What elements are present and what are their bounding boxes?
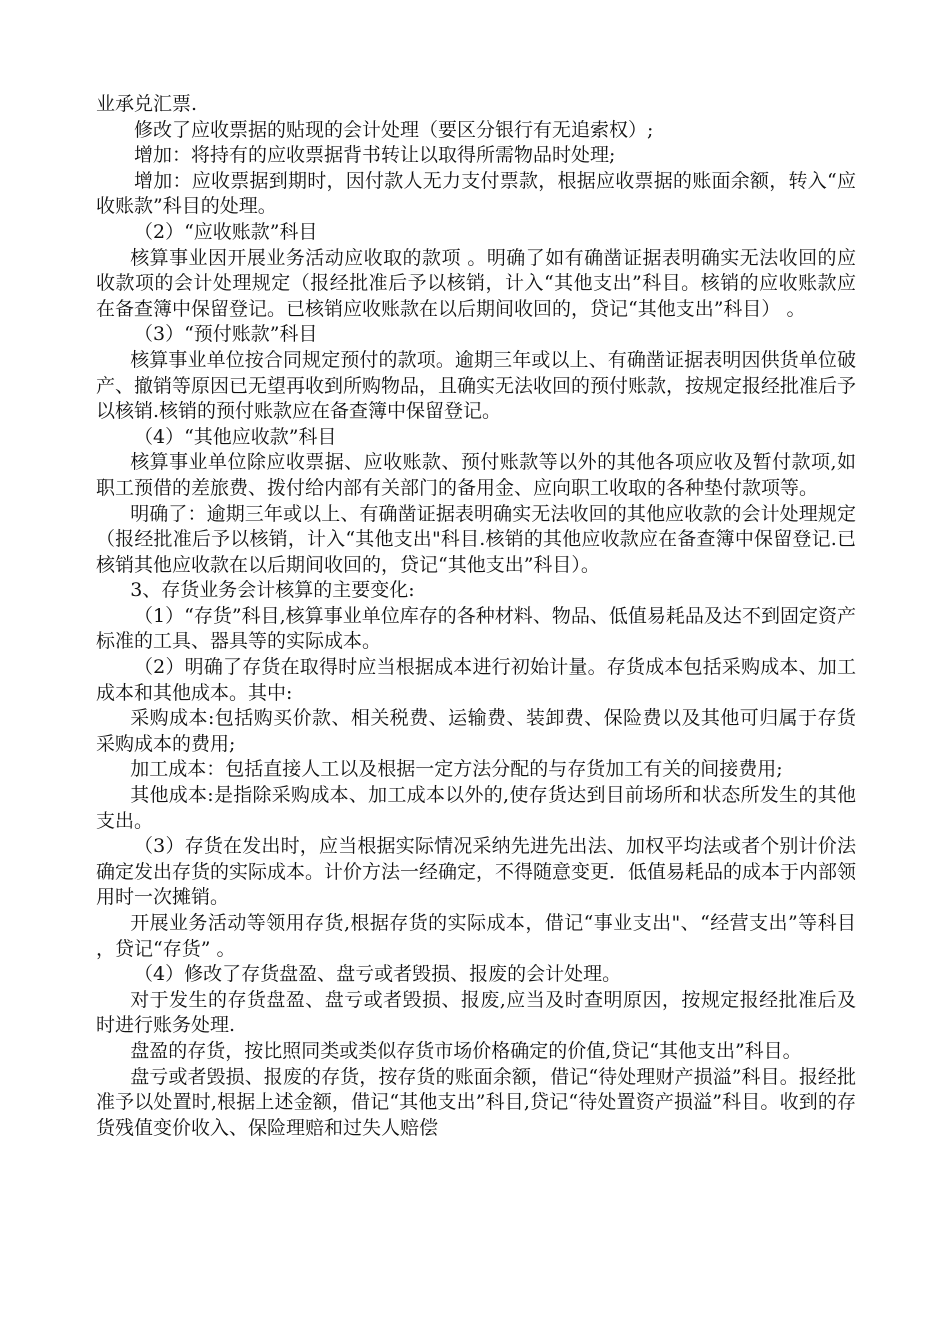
paragraph: 业承兑汇票. — [96, 93, 198, 115]
section-heading: （4）“其他应收款”科目 — [134, 425, 337, 448]
section-heading: （2）“应收账款”科目 — [134, 220, 318, 243]
paragraph: 加工成本：包括直接人工以及根据一定方法分配的与存货加工有关的间接费用; — [130, 758, 783, 781]
paragraph: 对于发生的存货盘盈、盘亏或者毁损、报废,应当及时查明原因，按规定报经批准后及时进行账务处理. — [96, 988, 856, 1037]
paragraph: 增加：应收票据到期时，因付款人无力支付票款，根据应收票据的账面余额，转入“应收账款”科目的处理。 — [96, 169, 856, 218]
section-heading: （3）“预付账款”科目 — [134, 323, 318, 346]
paragraph: （2）明确了存货在取得时应当根据成本进行初始计量。存货成本包括采购成本、加工成本和其他成本。其中: — [96, 656, 856, 704]
paragraph: 盘盈的存货，按比照同类或类似存货市场价格确定的价值,贷记“其他支出”科目。 — [130, 1039, 802, 1062]
paragraph: 修改了应收票据的贴现的会计处理（要区分银行有无追索权）; — [134, 118, 654, 141]
paragraph: （3）存货在发出时，应当根据实际情况采纳先进先出法、加权平均法或者个别计价法确定发出存货的实际成本。计价方法一经确定，不得随意变更．低值易耗品的成本于内部领用时一次摊销。 — [96, 835, 857, 909]
paragraph: 核算事业因开展业务活动应收取的款项 。明确了如有确凿证据表明确实无法收回的应收款项的会计处理规定（报经批准后予以核销，计入“其他支出”科目。核销的应收账款应在备查簿中保留登记。已核销应收账款在以后期间收回的，贷记“其他支出”科目） 。 — [96, 246, 856, 320]
document-body — [96, 92, 856, 1141]
paragraph: （1）“存货”科目,核算事业单位库存的各种材料、物品、低值易耗品及达不到固定资产标准的工具、器具等的实际成本。 — [96, 604, 856, 653]
paragraph: 明确了：逾期三年或以上、有确凿证据表明确实无法收回的其他应收款的会计处理规定（报经批准后予以核销，计入“其他支出"科目.核销的其他应收款应在备查簿中保留登记.已核销其他应收款在以后期间收回的，贷记“其他支出”科目）。 — [96, 502, 856, 576]
paragraph: 采购成本:包括购买价款、相关税费、运输费、装卸费、保险费以及其他可归属于存货采购成本的费用; — [96, 707, 856, 755]
paragraph: 核算事业单位除应收票据、应收账款、预付账款等以外的其他各项应收及暂付款项,如职工预借的差旅费、拨付给内部有关部门的备用金、应向职工收取的各种垫付款项等。 — [96, 451, 856, 499]
paragraph: （4）修改了存货盘盈、盘亏或者毁损、报废的会计处理。 — [134, 963, 622, 986]
section-heading: 3、存货业务会计核算的主要变化: — [130, 579, 415, 602]
paragraph: 增加：将持有的应收票据背书转让以取得所需物品时处理; — [134, 144, 616, 167]
paragraph: 其他成本:是指除采购成本、加工成本以外的,使存货达到目前场所和状态所发生的其他支出。 — [96, 784, 856, 832]
paragraph: 开展业务活动等领用存货,根据存货的实际成本，借记“事业支出"、“经营支出”等科目 ，贷记“存货” 。 — [96, 912, 856, 960]
paragraph: 盘亏或者毁损、报废的存货，按存货的账面余额，借记“待处理财产损溢”科目。报经批准予以处置时,根据上述金额，借记“其他支出”科目,贷记“待处置资产损溢”科目。收到的存货残值变价收入、保险理赔和过失人赔偿 — [96, 1065, 856, 1139]
paragraph: 核算事业单位按合同规定预付的款项。逾期三年或以上、有确凿证据表明因供货单位破产、撤销等原因已无望再收到所购物品，且确实无法收回的预付账款，按规定报经批准后予以核销.核销的预付账款应在备查簿中保留登记。 — [96, 348, 857, 423]
